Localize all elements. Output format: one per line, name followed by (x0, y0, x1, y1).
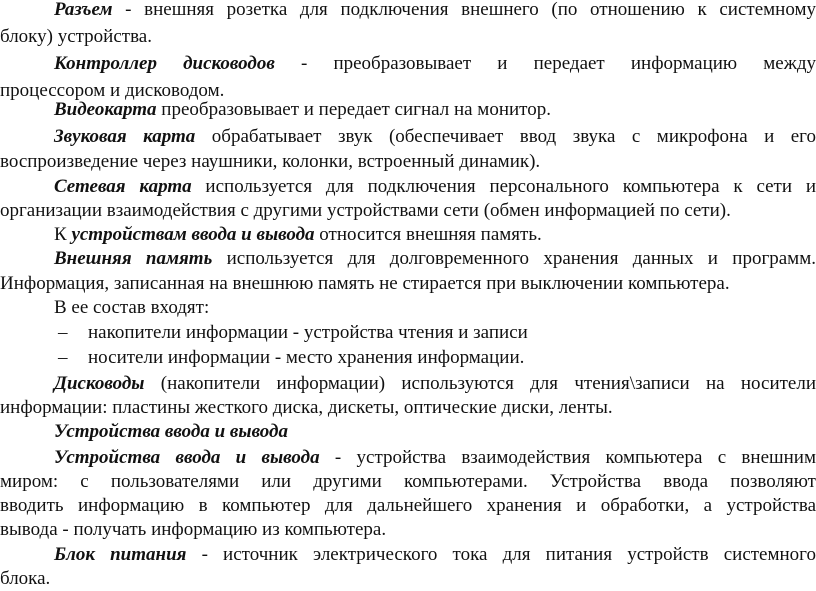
term-drive-controller: Контроллер дисководов (54, 53, 275, 74)
text: процессором и дисководом. (0, 80, 225, 101)
text: преобразовывает и передает сигнал на монитор. (156, 99, 551, 120)
term-drives: Дисководы (54, 373, 145, 394)
list-item-text: носители информации - место хранения информации. (88, 347, 525, 368)
dash-marker: – (58, 322, 68, 343)
text: вводить информацию в компьютер для дальнейшего хранения и обработки, а устройства (0, 495, 816, 516)
text: воспроизведение через наушники, колонки, встроенный динамик). (0, 151, 541, 172)
text: организации взаимодействия с другими устройствами сети (обмен информацией по сети). (0, 200, 731, 221)
paragraph-io-devices-line3 (0, 494, 816, 518)
text: относится внешняя память. (314, 224, 542, 245)
paragraph-video-card (0, 98, 816, 122)
text: К (54, 224, 72, 245)
list-item (0, 346, 816, 370)
list-item (0, 321, 816, 345)
term-power-supply: Блок питания (54, 544, 187, 565)
paragraph-connector-line1 (0, 0, 816, 22)
paragraph-composition (0, 296, 816, 320)
text: блока. (0, 568, 51, 589)
text: блоку) устройства. (0, 26, 152, 47)
term-video-card: Видеокарта (54, 99, 157, 120)
text: используется для подключения персонального компьютера к сети и (191, 176, 816, 197)
text: - источник электрического тока для питания устройств системного (186, 544, 816, 565)
text: Информация, записанная на внешнюю память не стирается при выключении компьютера. (0, 273, 730, 294)
term-io-devices: устройствам ввода и вывода (71, 224, 315, 245)
term-connector: Разъем (54, 0, 113, 20)
term-network-card: Сетевая карта (54, 176, 192, 197)
paragraph-io-devices-line2 (0, 470, 816, 494)
paragraph-power-supply-line1 (0, 543, 816, 567)
text: миром: с пользователями или другими компьютерами. Устройства ввода позволяют (0, 471, 816, 492)
text: вывода - получать информацию из компьютера. (0, 519, 387, 540)
paragraph-network-card-line1 (0, 175, 816, 199)
heading-io-devices (0, 420, 816, 444)
term-sound-card: Звуковая карта (54, 126, 196, 147)
paragraph-io-devices-memory (0, 223, 816, 247)
paragraph-drive-controller-line1 (0, 52, 816, 76)
text: (накопители информации) используются для чтения\записи на носители (144, 373, 816, 394)
term-io-devices: Устройства ввода и вывода (54, 447, 320, 468)
list-item-text: накопители информации - устройства чтения и записи (88, 322, 528, 343)
text: обрабатывает звук (обеспечивает ввод звука с микрофона и его (195, 126, 816, 147)
paragraph-sound-card-line2 (0, 150, 816, 174)
paragraph-io-devices-line4 (0, 518, 816, 542)
paragraph-sound-card-line1 (0, 125, 816, 149)
text: - преобразовывает и передает информацию между (274, 53, 816, 74)
text: информации: пластины жесткого диска, дискеты, оптические диски, ленты. (0, 397, 613, 418)
dash-marker: – (58, 347, 68, 368)
paragraph-network-card-line2 (0, 199, 816, 223)
paragraph-drives-line1 (0, 372, 816, 396)
text: В ее состав входят: (54, 297, 210, 318)
paragraph-io-devices-line1 (0, 446, 816, 470)
paragraph-drives-line2 (0, 396, 816, 420)
term-io-devices-heading: Устройства ввода и вывода (54, 421, 288, 442)
text: - внешняя розетка для подключения внешнего (по отношению к системному (112, 0, 816, 20)
paragraph-power-supply-line2 (0, 567, 816, 591)
paragraph-external-memory-line1 (0, 247, 816, 271)
text: - устройства взаимодействия компьютера с внешним (319, 447, 816, 468)
term-external-memory: Внешняя память (54, 248, 213, 269)
paragraph-external-memory-line2 (0, 272, 816, 296)
paragraph-connector-line2 (0, 25, 816, 49)
text: используется для долговременного хранения данных и программ. (212, 248, 816, 269)
